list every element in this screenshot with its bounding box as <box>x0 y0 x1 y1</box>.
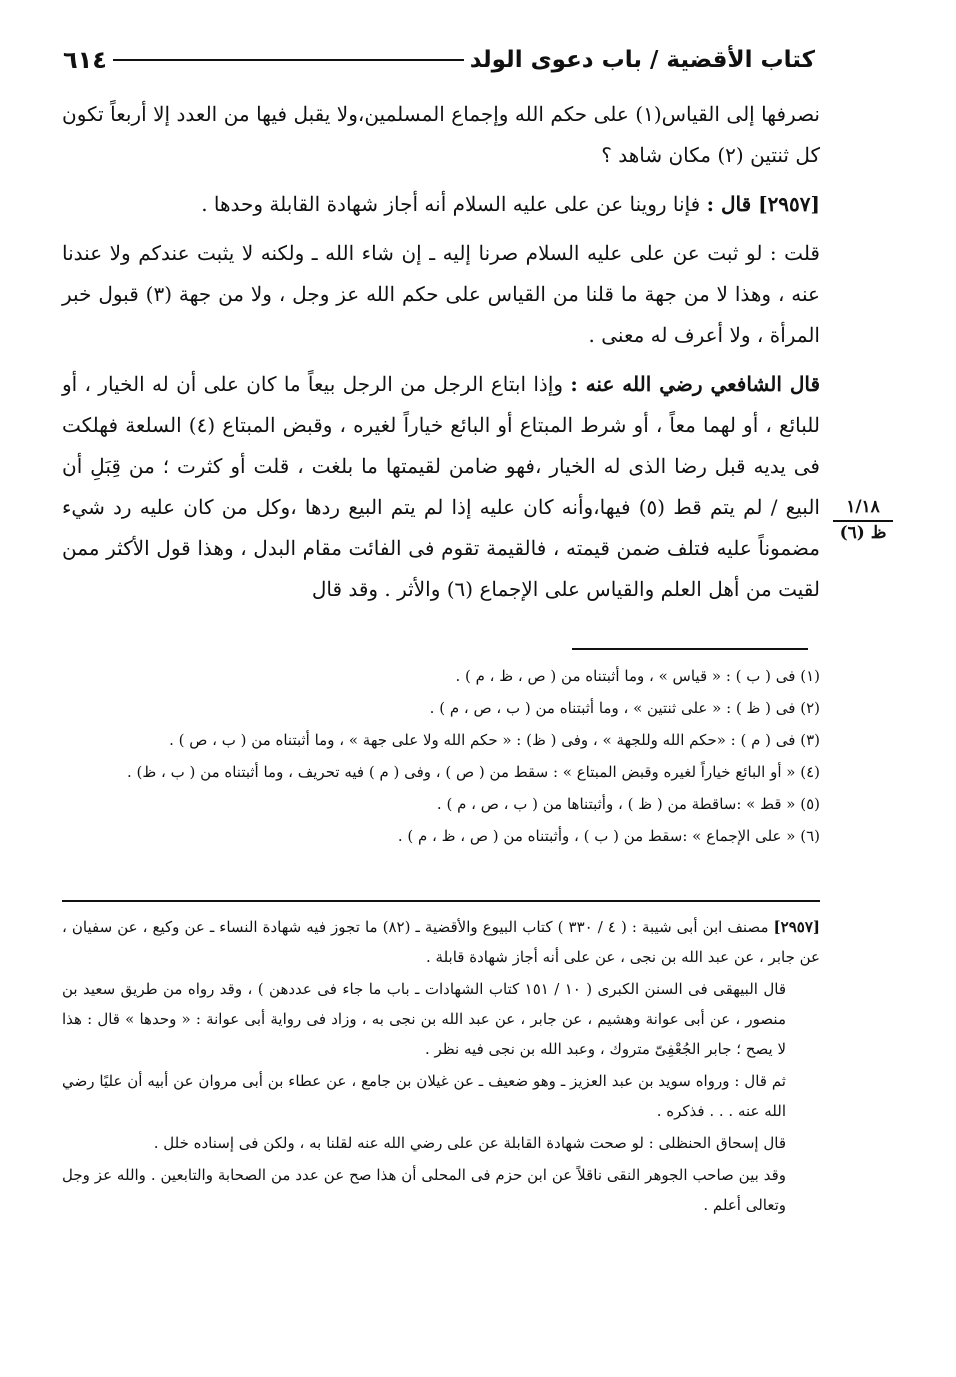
footnote-5: (٥) « قط » :ساقطة من ( ظ ) ، وأثبتناها من ( ب ، ص ، م ) . <box>436 795 820 813</box>
source-number: [٢٩٥٧] <box>773 918 820 936</box>
manuscript-folio-marker <box>833 496 893 544</box>
footnote-1: (١) فى ( ب ) : « قياس » ، وما أثبتناه من ( ص ، ظ ، م ) . <box>455 667 820 685</box>
source-notes <box>62 912 820 1222</box>
footnote-4: (٤) « أو البائع خياراً لغيره وقبض المبتاع » : سقط من ( ص ) ، وفى ( م ) فيه تحريف ، وما أثبتناه من ( ب ، ظ) . <box>127 763 820 781</box>
paragraph-1: نصرفها إلى القياس(١) على حكم الله وإجماع المسلمين،ولا يقبل فيها من العدد إلا أربعاً تكون كل ثنتين (٢) مكان شاهد ؟ <box>62 102 820 167</box>
paragraph-3: قلت : لو ثبت عن على عليه السلام صرنا إليه ـ إن شاء الله ـ ولكنه لا يثبت عندكم ولا عندنا عنه ، وهذا لا من جهة ما قلنا من القياس على حكم الله عز وجل ، ولا من جهة (٣) قبول خبر المرأة ، ولا أعرف له معنى . <box>62 241 820 347</box>
paragraph-4-lead: قال الشافعي رضي الله عنه : <box>570 372 821 396</box>
source-paragraph-5: وقد بين صاحب الجوهر النقى ناقلاً عن ابن حزم فى المحلى أن هذا صح عن عدد من الصحابة والتابعين . والله عز وجل وتعالى أعلم . <box>62 1166 786 1214</box>
footnotes <box>62 660 820 852</box>
source-paragraph-1-text: مصنف ابن أبى شيبة : ( ٤ / ٣٣٠ ) كتاب البيوع والأقضية ـ (٨٢) ما تجوز فيه شهادة النساء ـ عن وكيع ، عن سفيان ، عن جابر ، عن عبد الله بن نجى ، عن على أنه أجاز شهادة قابلة . <box>62 918 820 966</box>
source-divider <box>62 900 820 902</box>
page-header <box>55 40 815 80</box>
footnote-3: (٣) فى ( م ) : «حكم الله وللجهة » ، وفى ( ظ) : « حكم الله ولا على جهة » ، وما أثبتناه من ( ب ، ص ) . <box>169 731 820 749</box>
header-rule <box>113 59 464 61</box>
paragraph-4-text: وإذا ابتاع الرجل من الرجل بيعاً ما كان على أن له الخيار ، أو للبائع ، أو لهما معاً ، أو شرط المبتاع أو البائع خياراً لغيره ، وقبض المبتاع (٤) السلعة فهلكت فى يديه قبل رضا الذى له الخيار ،فهو ضامن لقيمتها ما بلغت ، قلت أو كثرت ؛ من قِبَلِ أن البيع / لم يتم قط (٥) فيها،وأنه كان عليه إذا لم يتم البيع ردها ،وكل من كان عليه رد شيء مضموناً عليه فتلف ضمن قيمته ، فالقيمة تقوم فى الفائت مقام البدل ، وهذا قول الأكثر ممن لقيت من أهل العلم والقياس على الإجماع (٦) والأثر . وقد قال <box>62 372 820 601</box>
main-text <box>62 94 820 618</box>
source-paragraph-4: قال إسحاق الحنظلى : لو صحت شهادة القابلة عن على رضي الله عنه لقلنا به ، ولكن فى إسناده خلل . <box>153 1134 786 1152</box>
source-paragraph-1 <box>62 912 820 972</box>
source-paragraph-2: قال البيهقى فى السنن الكبرى ( ١٠ / ١٥١ كتاب الشهادات ـ باب ما جاء فى عددهن ) ، وقد رواه من طريق سعيد بن منصور ، عن أبى عوانة وهشيم ، عن جابر ، عن عبد الله بن نجى به ، وزاد فى رواية أبى عوانة : « وحدها » قال : هذا لا يصح ؛ جابر الجُعْفِىّ متروك ، وعبد الله بن نجى فيه نظر . <box>62 980 786 1058</box>
footnote-divider <box>572 648 808 650</box>
page-number: ٦١٤ <box>63 46 107 74</box>
paragraph-4 <box>62 364 820 610</box>
folio-marker-bottom: ظ (٦) <box>839 523 887 543</box>
footnote-6: (٦) « على الإجماع » :سقط من ( ب ) ، وأثبتناه من ( ص ، ظ ، م ) . <box>397 827 820 845</box>
source-paragraph-3: ثم قال : ورواه سويد بن عبد العزيز ـ وهو ضعيف ـ عن غيلان بن جامع ، عن عطاء بن أبى مروان عن أبيه أن عليًا رضي الله عنه . . . فذكره . <box>62 1072 786 1120</box>
paragraph-2-text: فإنا روينا عن على عليه السلام أنه أجاز شهادة القابلة وحدها . <box>201 192 701 216</box>
paragraph-2-lead: [٢٩٥٧] قال : <box>706 192 820 216</box>
running-title: كتاب الأقضية / باب دعوى الولد <box>469 47 815 73</box>
paragraph-2 <box>62 184 820 225</box>
footnote-2: (٢) فى ( ظ ) : « على ثنتين » ، وما أثبتناه من ( ب ، ص ، م ) . <box>429 699 820 717</box>
folio-marker-top: ١/١٨ <box>833 496 893 522</box>
